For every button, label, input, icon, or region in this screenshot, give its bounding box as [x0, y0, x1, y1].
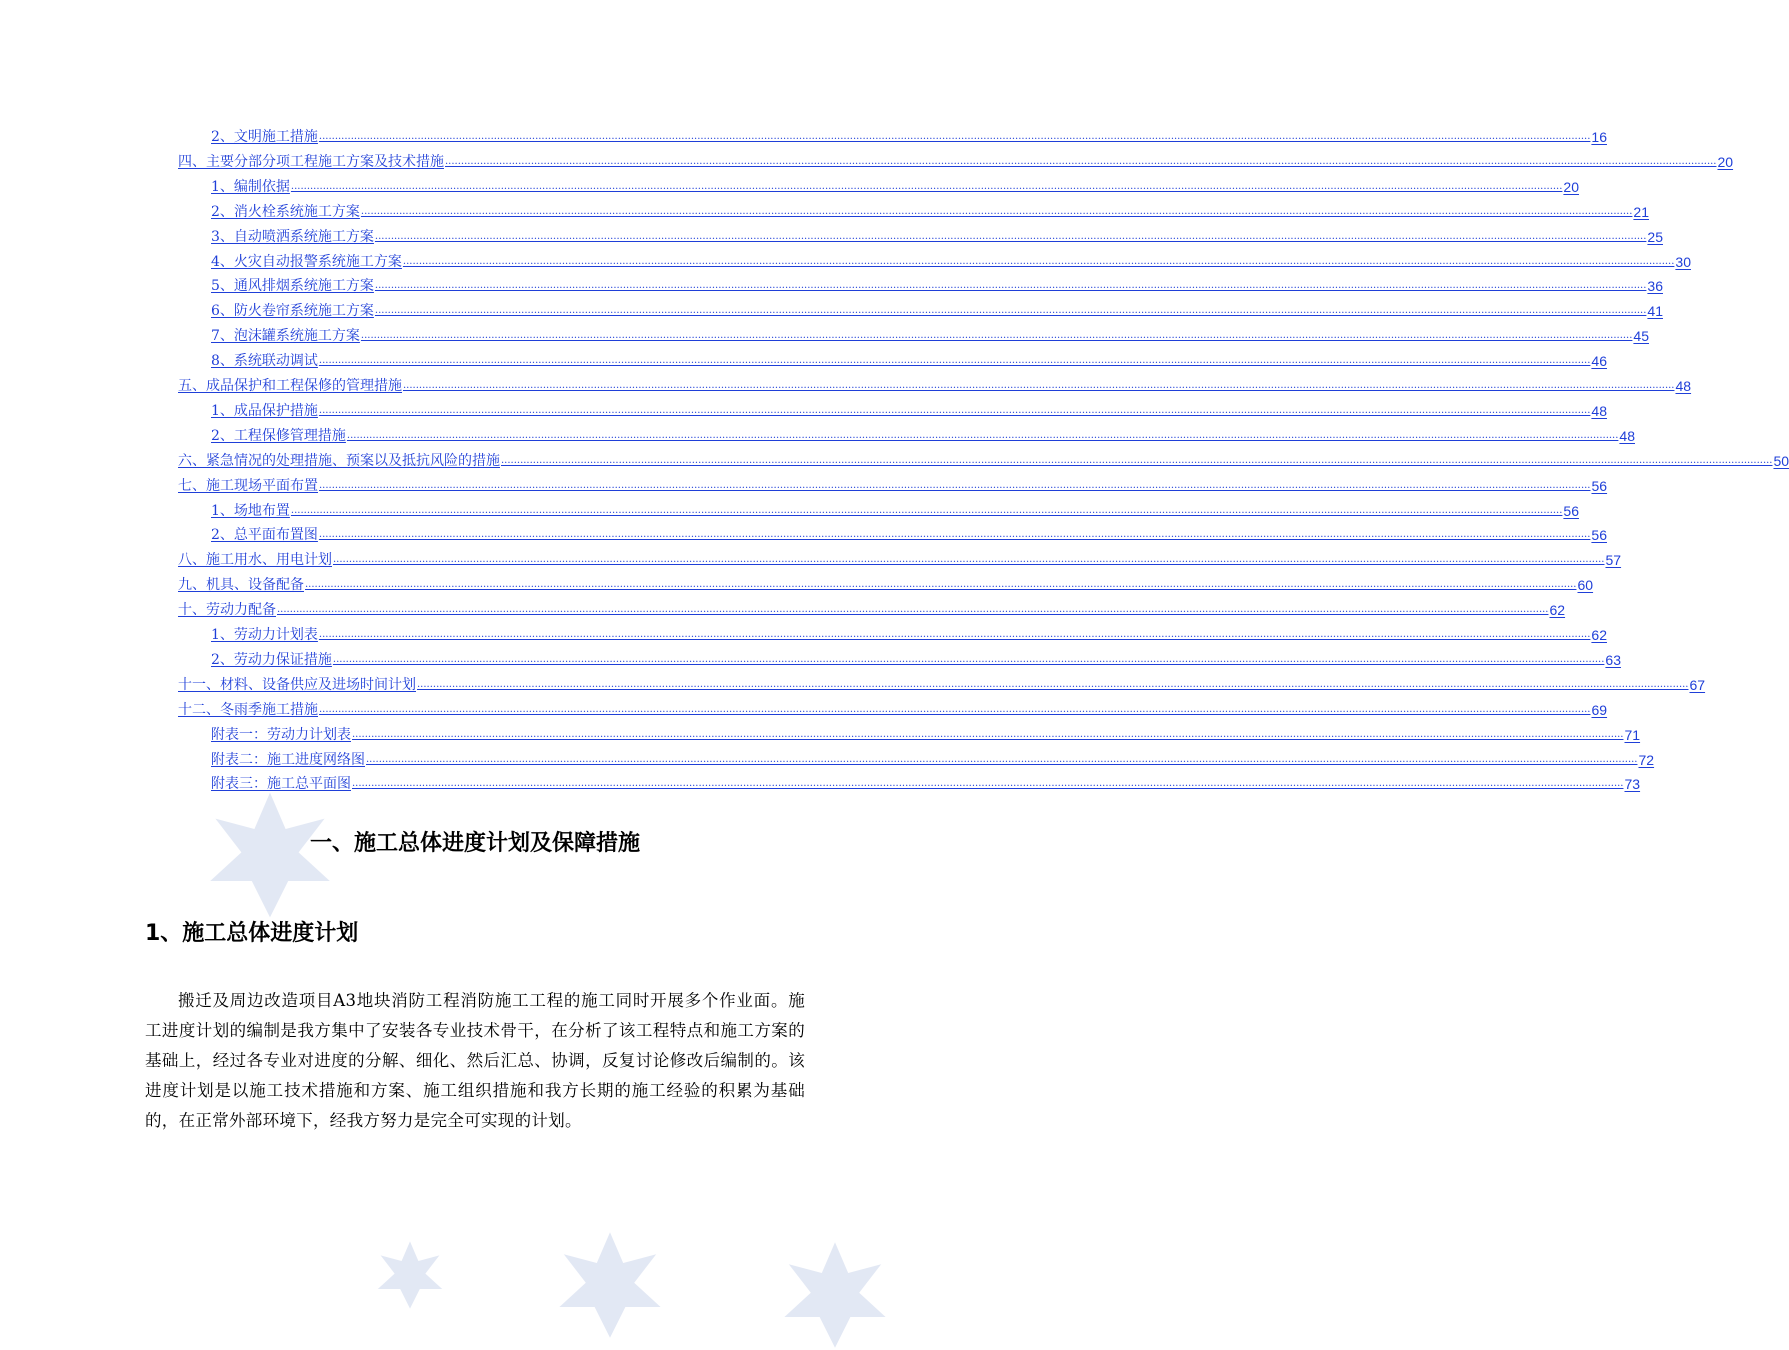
toc-leader-dots: ................................................................................................................................................................................................................................................................................................................................................................................................................ [277, 604, 1549, 616]
toc-page-number: 57 [1605, 552, 1622, 569]
toc-entry-label: 十、劳动力配备 [178, 602, 276, 619]
toc-entry-label: 五、成品保护和工程保修的管理措施 [178, 378, 402, 394]
toc-page-number: 50 [1773, 452, 1789, 469]
toc-entry[interactable] [211, 747, 1655, 769]
body-paragraph: 搬迁及周边改造项目A3地块消防工程消防施工工程的施工同时开展多个作业面。施工进度计划的编制是我方集中了安装各专业技术骨干，在分析了该工程特点和施工方案的基础上，经过各专业对进度的分解、细化、然后汇总、协调，反复讨论修改后编制的。该进度计划是以施工技术措施和方案、施工组织措施和我方长期的施工经验的积累为基础的，在正常外部环境下，经我方努力是完全可实现的计划。 [145, 991, 805, 1130]
toc-leader-dots: ................................................................................................................................................................................................................................................................................................................................................................................................................ [290, 180, 1563, 192]
toc-leader-dots: ................................................................................................................................................................................................................................................................................................................................................................................................................ [290, 504, 1563, 516]
toc-entry[interactable] [211, 224, 1663, 246]
toc-leader-dots: ................................................................................................................................................................................................................................................................................................................................................................................................................ [374, 230, 1647, 242]
toc-entry-label: 八、施工用水、用电计划 [178, 552, 332, 569]
toc-entry[interactable] [211, 174, 1579, 196]
toc-page-number: 45 [1633, 328, 1649, 345]
toc-entry-label: 1、场地布置 [211, 502, 290, 519]
chapter-title: 一、施工总体进度计划及保障措施 [309, 831, 640, 856]
toc-page-number: 62 [1591, 627, 1607, 643]
toc-leader-dots: ................................................................................................................................................................................................................................................................................................................................................................................................................ [305, 579, 1577, 591]
toc-leader-dots: ................................................................................................................................................................................................................................................................................................................................................................................................................ [319, 703, 1591, 715]
toc-entry-label: 1、编制依据 [211, 178, 290, 195]
toc-entry[interactable] [211, 647, 1621, 669]
toc-entry[interactable] [211, 423, 1635, 445]
watermark-snowflake-icon [375, 1240, 445, 1310]
toc-entry-label: 2、劳动力保证措施 [211, 651, 332, 668]
toc-entry-label: 附表三：施工总平面图 [211, 776, 351, 793]
toc-page-number: 48 [1675, 378, 1692, 394]
toc-entry-label: 2、工程保修管理措施 [211, 427, 346, 444]
toc-page-number: 67 [1689, 676, 1706, 693]
toc-leader-dots: ................................................................................................................................................................................................................................................................................................................................................................................................................ [318, 404, 1591, 416]
toc-page-number: 20 [1717, 153, 1734, 170]
toc-leader-dots: ................................................................................................................................................................................................................................................................................................................................................................................................................ [319, 479, 1591, 491]
toc-entry-label: 六、紧急情况的处理措施、预案以及抵抗风险的措施 [178, 452, 500, 469]
toc-entry[interactable] [178, 672, 1706, 694]
toc-entry[interactable] [211, 398, 1607, 420]
toc-leader-dots: ................................................................................................................................................................................................................................................................................................................................................................................................................ [403, 380, 1675, 391]
toc-entry-label: 8、系统联动调试 [211, 353, 318, 370]
toc-entry-label: 3、自动喷洒系统施工方案 [211, 228, 374, 245]
toc-entry-label: 6、防火卷帘系统施工方案 [211, 303, 374, 320]
toc-entry[interactable] [211, 124, 1607, 146]
toc-page-number: 46 [1591, 353, 1607, 370]
toc-leader-dots: ................................................................................................................................................................................................................................................................................................................................................................................................................ [360, 330, 1633, 342]
toc-leader-dots: ................................................................................................................................................................................................................................................................................................................................................................................................................ [445, 155, 1717, 167]
toc-leader-dots: ................................................................................................................................................................................................................................................................................................................................................................................................................ [501, 454, 1773, 466]
watermark-snowflake-icon [555, 1230, 665, 1340]
toc-page-number: 62 [1549, 602, 1566, 619]
toc-page-number: 36 [1647, 278, 1663, 295]
toc-page-number: 16 [1591, 129, 1607, 145]
toc-entry-label: 5、通风排烟系统施工方案 [211, 278, 374, 295]
toc-entry[interactable] [211, 199, 1649, 221]
toc-entry-label: 附表二：施工进度网络图 [211, 751, 365, 768]
toc-page-number: 72 [1638, 751, 1655, 768]
toc-page-number: 63 [1605, 651, 1621, 668]
toc-entry[interactable] [211, 323, 1649, 345]
toc-page-number: 73 [1624, 776, 1641, 793]
toc-entry-label: 七、施工现场平面布置 [178, 477, 318, 494]
toc-entry[interactable] [211, 498, 1579, 520]
toc-entry[interactable] [211, 771, 1641, 793]
watermark-snowflake-icon [780, 1240, 890, 1350]
toc-leader-dots: ................................................................................................................................................................................................................................................................................................................................................................................................................ [360, 205, 1633, 217]
toc-leader-dots: ................................................................................................................................................................................................................................................................................................................................................................................................................ [318, 131, 1591, 142]
toc-leader-dots: ................................................................................................................................................................................................................................................................................................................................................................................................................ [352, 778, 1624, 790]
toc-page-number: 25 [1647, 228, 1663, 245]
toc-entry[interactable] [178, 373, 1692, 395]
toc-entry-label: 九、机具、设备配备 [178, 577, 304, 594]
toc-entry[interactable] [178, 697, 1608, 719]
toc-page-number: 71 [1624, 726, 1641, 743]
toc-leader-dots: ................................................................................................................................................................................................................................................................................................................................................................................................................ [318, 355, 1591, 367]
toc-leader-dots: ................................................................................................................................................................................................................................................................................................................................................................................................................ [333, 554, 1605, 566]
toc-leader-dots: ................................................................................................................................................................................................................................................................................................................................................................................................................ [374, 305, 1647, 317]
toc-entry-label: 四、主要分部分项工程施工方案及技术措施 [178, 153, 444, 170]
toc-page-number: 69 [1591, 701, 1608, 718]
toc-leader-dots: ................................................................................................................................................................................................................................................................................................................................................................................................................ [346, 429, 1619, 441]
toc-entry-label: 7、泡沫罐系统施工方案 [211, 328, 360, 345]
toc-leader-dots: ................................................................................................................................................................................................................................................................................................................................................................................................................ [332, 653, 1605, 665]
toc-page-number: 56 [1563, 502, 1579, 519]
toc-entry-label: 4、火灾自动报警系统施工方案 [211, 253, 402, 270]
toc-entry[interactable] [211, 249, 1691, 271]
toc-entry[interactable] [178, 597, 1566, 619]
toc-entry-label: 1、成品保护措施 [211, 402, 318, 419]
toc-entry[interactable] [178, 448, 1789, 470]
toc-entry-label: 2、总平面布置图 [211, 527, 318, 544]
toc-entry[interactable] [211, 348, 1607, 370]
toc-entry[interactable] [178, 547, 1622, 569]
toc-page-number: 48 [1619, 427, 1635, 444]
toc-page-number: 20 [1563, 178, 1579, 195]
toc-entry-label: 2、文明施工措施 [211, 129, 318, 145]
toc-entry-label: 附表一：劳动力计划表 [211, 726, 351, 743]
toc-entry[interactable] [211, 273, 1663, 295]
toc-page-number: 60 [1577, 577, 1594, 594]
toc-page-number: 30 [1675, 253, 1691, 270]
toc-leader-dots: ................................................................................................................................................................................................................................................................................................................................................................................................................ [366, 753, 1638, 765]
toc-entry[interactable] [211, 522, 1607, 544]
toc-entry-label: 十二、冬雨季施工措施 [178, 701, 318, 718]
toc-page-number: 56 [1591, 477, 1608, 494]
toc-page-number: 41 [1647, 303, 1663, 320]
toc-entry-label: 2、消火栓系统施工方案 [211, 203, 360, 220]
toc-page-number: 56 [1591, 527, 1607, 544]
toc-leader-dots: ................................................................................................................................................................................................................................................................................................................................................................................................................ [352, 728, 1624, 740]
toc-entry[interactable] [178, 473, 1608, 495]
toc-entry[interactable] [178, 149, 1734, 171]
toc-entry[interactable] [178, 572, 1594, 594]
toc-entry-label: 1、劳动力计划表 [211, 627, 318, 643]
toc-entry-label: 十一、材料、设备供应及进场时间计划 [178, 676, 416, 693]
toc-leader-dots: ................................................................................................................................................................................................................................................................................................................................................................................................................ [318, 529, 1591, 541]
toc-page-number: 21 [1633, 203, 1649, 220]
section-title: 1、施工总体进度计划 [145, 921, 359, 946]
toc-entry[interactable] [211, 298, 1663, 320]
toc-leader-dots: ................................................................................................................................................................................................................................................................................................................................................................................................................ [318, 629, 1591, 640]
toc-entry[interactable] [211, 722, 1641, 744]
toc-page-number: 48 [1591, 402, 1607, 419]
toc-leader-dots: ................................................................................................................................................................................................................................................................................................................................................................................................................ [402, 255, 1675, 267]
toc-entry[interactable] [211, 622, 1607, 644]
toc-leader-dots: ................................................................................................................................................................................................................................................................................................................................................................................................................ [374, 280, 1647, 292]
toc-leader-dots: ................................................................................................................................................................................................................................................................................................................................................................................................................ [417, 678, 1689, 690]
